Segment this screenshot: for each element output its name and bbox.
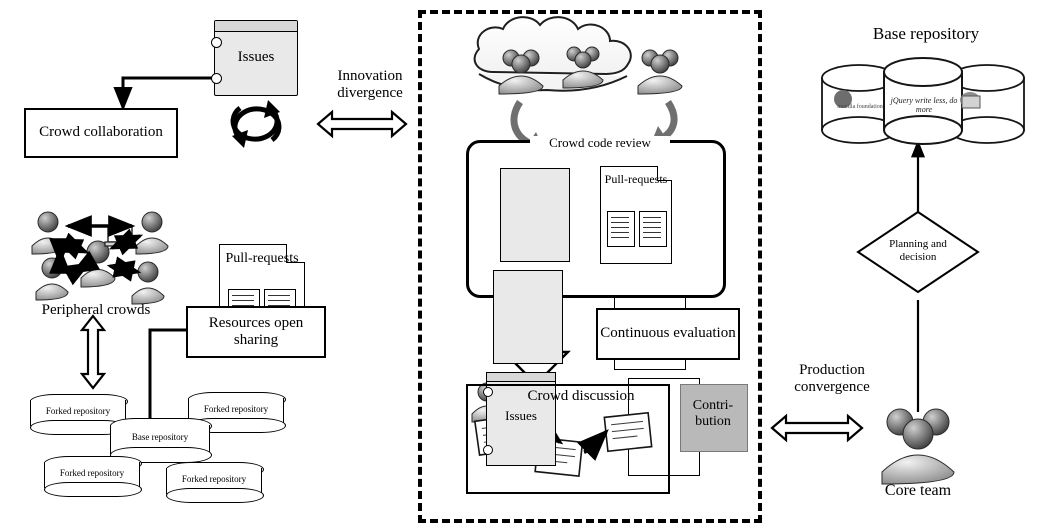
forked-repository-3-label: Forked repository bbox=[59, 468, 125, 478]
production-convergence-text: Production convergence bbox=[794, 362, 870, 396]
jquery-logo-label: jQuery write less, do more bbox=[890, 96, 958, 115]
forked-repository-2-label: Forked repository bbox=[203, 404, 269, 414]
contribution-label bbox=[676, 398, 750, 430]
pull-requests-document-center bbox=[600, 166, 700, 278]
issues-label-left: Issues bbox=[237, 49, 275, 65]
core-team-figures bbox=[882, 409, 954, 484]
forked-repository-3 bbox=[44, 456, 140, 496]
innovation-divergence-label bbox=[320, 68, 420, 103]
continuous-evaluation-label: Continuous evaluation bbox=[600, 325, 736, 342]
contribution-text: Contri-bution bbox=[692, 398, 734, 430]
core-team-label: Core team bbox=[884, 482, 952, 499]
pull-requests-label-center: Pull-requests bbox=[604, 172, 668, 186]
resources-open-sharing-label: Resources open sharing bbox=[208, 314, 304, 348]
forked-repository-4-label: Forked repository bbox=[181, 474, 247, 484]
mozilla-logo-label: mozilla foundation bbox=[837, 104, 883, 110]
peripheral-crowds-label: Peripheral crowds bbox=[41, 302, 151, 318]
continuous-evaluation-box bbox=[596, 308, 740, 360]
crowd-collaboration-label: Crowd collaboration bbox=[39, 124, 163, 141]
innovation-divergence-text: Innovation divergence bbox=[337, 68, 403, 102]
forked-repository-4 bbox=[166, 462, 262, 502]
base-repository-left-label: Base repository bbox=[131, 432, 189, 442]
crowd-discussion-label: Crowd discussion bbox=[527, 388, 635, 404]
planning-and-decision-label: Planning and decision bbox=[889, 238, 947, 263]
pull-requests-label-left: Pull-requests bbox=[225, 251, 299, 266]
issues-label-center: Issues bbox=[505, 408, 537, 423]
base-repository-title: Base repository bbox=[872, 24, 980, 43]
peripheral-crowd-figures bbox=[32, 212, 168, 304]
crowd-collaboration-box bbox=[24, 108, 178, 158]
crowd-code-review-label: Crowd code review bbox=[530, 136, 670, 151]
production-convergence-label bbox=[772, 362, 892, 397]
issues-document-left bbox=[214, 20, 298, 96]
forked-repository-1-label: Forked repository bbox=[45, 406, 111, 416]
issues-document-center bbox=[486, 168, 572, 423]
resources-open-sharing-box bbox=[186, 306, 326, 358]
